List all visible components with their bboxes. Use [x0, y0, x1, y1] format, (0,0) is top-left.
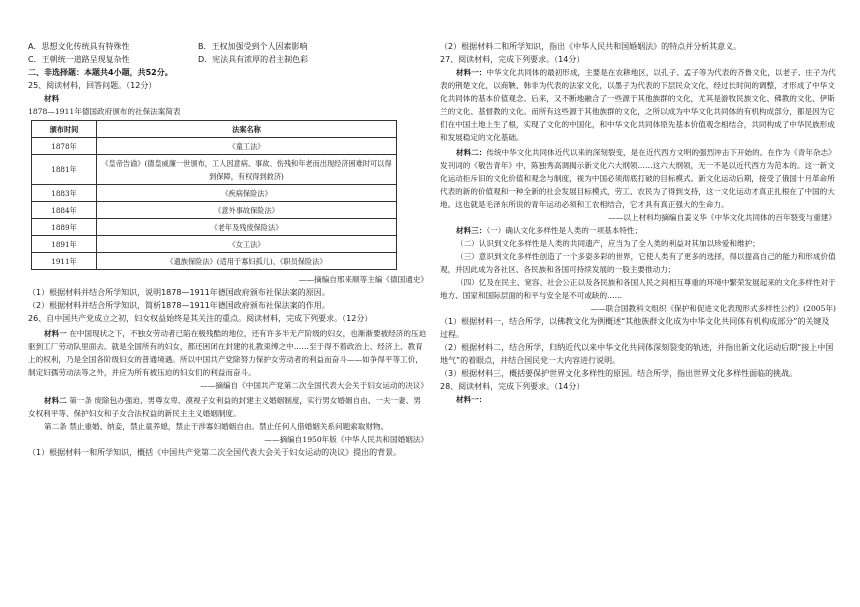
q25-title: 25、阅读材料，回答问题。（12分） — [28, 81, 157, 90]
options-row-1 — [28, 40, 428, 53]
options-row-2 — [28, 53, 428, 66]
right-column — [440, 40, 836, 406]
q27-material-1: 材料一：中华文化共同体的最初形成，主要是在农耕地区，以孔子、孟子等为代表的齐鲁文化，以老子、庄子为代表的荆楚文化，以商鞅、韩非为代表的法家文化，以墨子为代表的下层民众文化，经过长时间的调整，才形成了中华文化共同体的基本价值观念。后来，又不断地融合了一些源于其他族群的文化，尤其是游牧民族文化、佛教的文化、伊斯兰的文化、基督教的文化。而所有这些源于其他族群的文化，之所以成为中华文化共同体的有机构成部分，都是因为它们在中国土地上生了根，实现了文化的中国化，和中华文化共同体原先基本价值观念相结合，共同构成了中华民族形成和发展稳定的文化基础。 — [440, 68, 836, 142]
q27-material-3-item: （二）认识到文化多样性是人类的共同遗产，应当为了全人类的利益对其加以珍爱和维护； — [456, 239, 760, 248]
q28-material-1-label: 材料一： — [456, 395, 487, 404]
law-table — [31, 120, 397, 270]
q27-sub-3: （3）根据材料三，概括要保护世界文化多样性的原因。结合所学，指出世界文化多样性面临的挑战。 — [440, 369, 798, 378]
q28-title: 28、阅读材料，完成下列要求。（14分） — [440, 382, 585, 391]
left-column — [28, 40, 428, 459]
table-row: 1878年 《童工法》 — [32, 138, 397, 155]
table-row: 1889年 《老年及残废保险法》 — [32, 219, 397, 236]
q27-sub-1: （1）根据材料一，结合所学，以佛教文化为例概述“其他族群文化成为中华文化共同体有机构成部分”的关键及过程。 — [440, 317, 830, 339]
table-caption: 1878—1911年德国政府颁布的社保法案简表 — [28, 107, 181, 116]
q27-sub-2: （2）根据材料二，结合所学，归纳近代以来中华文化共同体深刻裂变的轨迹，并指出新文化运动后期“接上中国地气”的着眼点，并结合国民党一大内容进行说明。 — [440, 343, 834, 365]
table-source: ——摘编自邢来顺等主编《德国通史》 — [298, 275, 428, 284]
q27-title: 27、阅读材料，完成下列要求。（14分） — [440, 55, 585, 64]
q27-material-2-source: ——以上材料均摘编自姜义华《中华文化共同体的百年裂变与重建》 — [608, 213, 836, 222]
table-row: 1884年 《意外事故保险法》 — [32, 202, 397, 219]
q26-title: 26、自中国共产党成立之初，妇女权益始终是其关注的重点。阅读材料，完成下列要求。（12分） — [28, 314, 373, 323]
option-a: A．思想文化传统具有特殊性 — [28, 42, 130, 51]
table-row: 1911年 《遗族保险法》(适用于寡妇孤儿)、《职员保险法》 — [32, 253, 397, 270]
option-c: C．王朝统一道路呈现复杂性 — [28, 55, 130, 64]
option-b: B．王权加强受到个人因素影响 — [198, 42, 308, 51]
table-row: 1883年 《疾病保险法》 — [32, 185, 397, 202]
q26-material-2-cont: 第二条 禁止重婚、纳妾，禁止童养媳，禁止干涉寡妇婚姻自由。禁止任何人借婚姻关系问题索取财物。 — [44, 422, 389, 431]
q25-sub-2: （2）根据材料并结合所学知识，简析1878—1911年德国政府颁布社保法案的作用。 — [28, 301, 330, 310]
q27-material-2: 材料二：传统中华文化共同体近代以来的深刻裂变，是在近代西方文明的强烈冲击下开始的。在作为《青年杂志》发刊词的《敬告青年》中，陈独秀高调揭示新文化六大纲领……这六大纲领，无一不是以近代西方为范本的。这一新文化运动拒斥旧的文化价值和观念与制度，视为中国必须彻底打破的目标模式。新文化运动后期，接受了俄国十月革命所代表的新的价值观和一种全新的社会发展目标模式，劳工、农民为了得到支持，这一文化运动才真正扎根在了中国的大地。这也就是毛泽东所说的青年运动必须和工农相结合，它才具有真正强大的生命力。 — [440, 148, 836, 209]
q26-material-2: 材料二 第一条 废除包办强迫、男尊女卑、漠视子女利益的封建主义婚姻制度，实行男女婚姻自由、一夫一妻、男女权利平等、保护妇女和子女合法权益的新民主主义婚姻制度。 — [28, 396, 421, 418]
q26-material-2-source: ——摘编自1950年版《中华人民共和国婚姻法》 — [264, 435, 428, 444]
q27-material-3-item: （四）忆及在民主、宽容、社会公正以及各民族和各国人民之间相互尊重的环境中繁荣发展起来的文化多样性对于地方、国家和国际层面的和平与安全是不可或缺的…… — [440, 278, 836, 300]
q27-material-3-source: ——联合国教科文组织《保护和促进文化表现形式多样性公约》(2005年) — [590, 304, 836, 313]
q26-sub-1: （1）根据材料一和所学知识，概括《中国共产党第二次全国代表大会关于妇女运动的决议》提出的背景。 — [28, 448, 402, 457]
table-header-name: 法案名称 — [97, 121, 397, 138]
q26-material-1-source: ——摘编自《中国共产党第二次全国代表大会关于妇女运动的决议》 — [200, 381, 428, 390]
q26-material-1: 材料一 在中国现状之下，不独女劳动者已陷在极残酷的地位，还有许多半无产阶级的妇女，也渐渐要被经济的压迫驱到工厂劳动队里面去。就是全国所有的妇女，都还困闭在封建的礼教束缚之中……至于得不着政治上、经济上、教育上的权利，乃是全国各阶级妇女的普通境遇。所以中国共产党除努力保护女劳动者的利益而奋斗——如争得平等工价，制定妇孺劳动法等之外，并应为所有被压迫的妇女们的利益而奋斗。 — [28, 329, 427, 377]
table-header-time: 颁布时间 — [32, 121, 97, 138]
q27-material-3-item: （三）意识到文化多样性创造了一个多姿多彩的世界，它使人类有了更多的选择，得以提高自己的能力和形成价值观，并因此成为各社区、各民族和各国可持续发展的一股主要推动力； — [440, 252, 836, 274]
option-d: D．宪法具有浓厚的君主制色彩 — [198, 55, 309, 64]
q26-sub-2: （2）根据材料二和所学知识，指出《中华人民共和国婚姻法》的特点并分析其意义。 — [440, 42, 742, 51]
table-row: 1881年 《皇帝告谕》(德皇威廉一世颁布，工人因意病、事故、伤残和年老而出现经济困难时可以得到保障，有权得到救济) — [32, 155, 397, 185]
q25-material-label: 材料 — [44, 94, 60, 103]
q27-material-3: 材料三：（一）确认文化多样性是人类的一项基本特性； — [456, 226, 643, 235]
section-title: 二、非选择题：本题共4小题，共52分。 — [28, 68, 173, 77]
table-row: 1891年 《女工法》 — [32, 236, 397, 253]
q25-sub-1: （1）根据材料并结合所学知识，说明1878—1911年德国政府颁布社保法案的原因。 — [28, 288, 330, 297]
